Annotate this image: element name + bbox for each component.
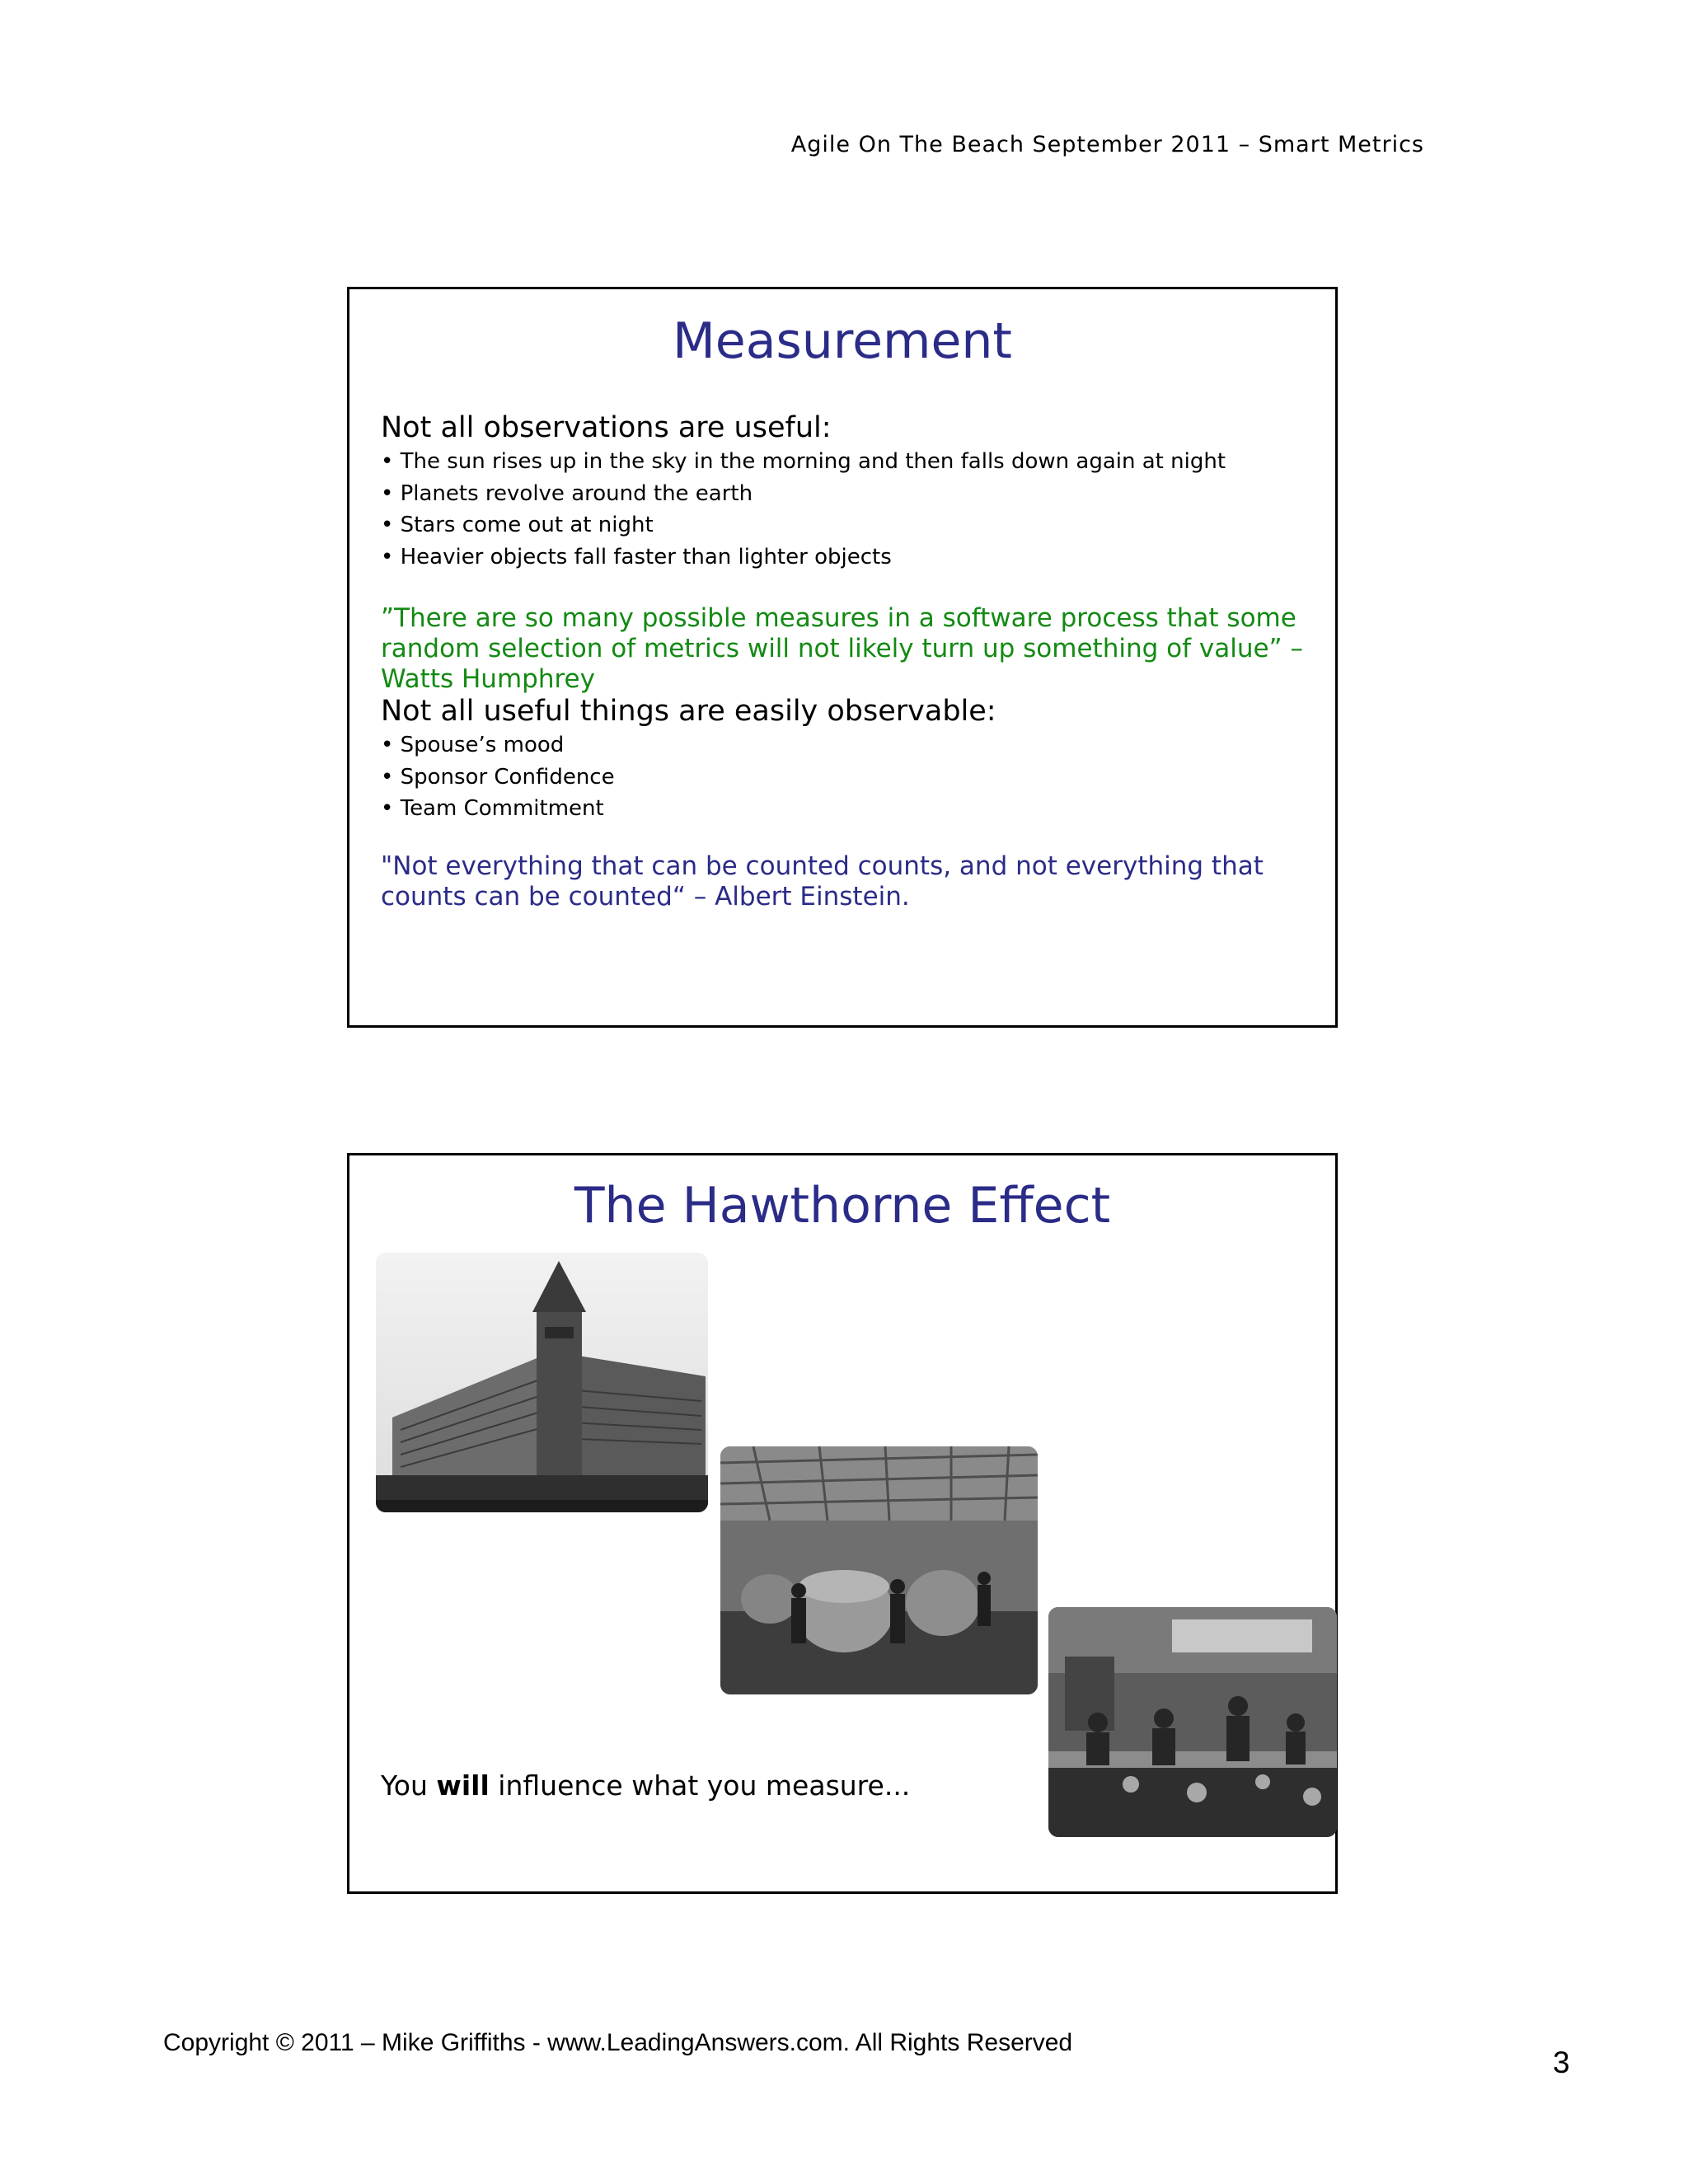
slide-title: The Hawthorne Effect xyxy=(574,1177,1111,1235)
slide-measurement xyxy=(347,287,1338,1028)
slide-title: Measurement xyxy=(673,312,1012,370)
tagline-text: influence what you measure... xyxy=(489,1769,911,1802)
observable-section xyxy=(381,693,1319,825)
tagline-text: You xyxy=(381,1769,437,1802)
list-item: • Spouse’s mood xyxy=(381,733,565,757)
einstein-quote: "Not everything that can be counted counts, and not everything that counts can be counted“ – Albert Einstein. xyxy=(381,851,1264,912)
observations-section xyxy=(381,410,1319,573)
list-item: • Planets revolve around the earth xyxy=(381,480,753,506)
list-item: • Sponsor Confidence xyxy=(381,764,615,790)
list-item: • The sun rises up in the sky in the morning and then falls down again at night xyxy=(381,449,1226,474)
humphrey-quote: ”There are so many possible measures in a software process that some random selection of metrics will not likely turn up something of value” – Watts Humphrey xyxy=(381,603,1303,694)
list-item: • Team Commitment xyxy=(381,796,604,821)
observable-lead: Not all useful things are easily observable: xyxy=(381,695,996,728)
assembly-room-photo xyxy=(1048,1607,1337,1837)
observations-list xyxy=(381,446,1319,573)
hawthorne-tagline xyxy=(381,1769,910,1802)
copyright-footer: Copyright © 2011 – Mike Griffiths - www.LeadingAnswers.com. All Rights Reserved xyxy=(163,2029,1073,2056)
list-item: • Stars come out at night xyxy=(381,513,654,537)
list-item: • Heavier objects fall faster than lighter objects xyxy=(381,544,892,569)
observable-list xyxy=(381,729,1319,825)
document-header: Agile On The Beach September 2011 – Smart Metrics xyxy=(790,132,1424,157)
slide-hawthorne-effect xyxy=(347,1153,1338,1894)
tagline-emphasis: will xyxy=(436,1769,490,1802)
factory-workers-photo xyxy=(720,1446,1038,1694)
page-number: 3 xyxy=(1553,2046,1570,2079)
factory-building-photo xyxy=(376,1253,708,1512)
observations-lead: Not all observations are useful: xyxy=(381,411,832,444)
